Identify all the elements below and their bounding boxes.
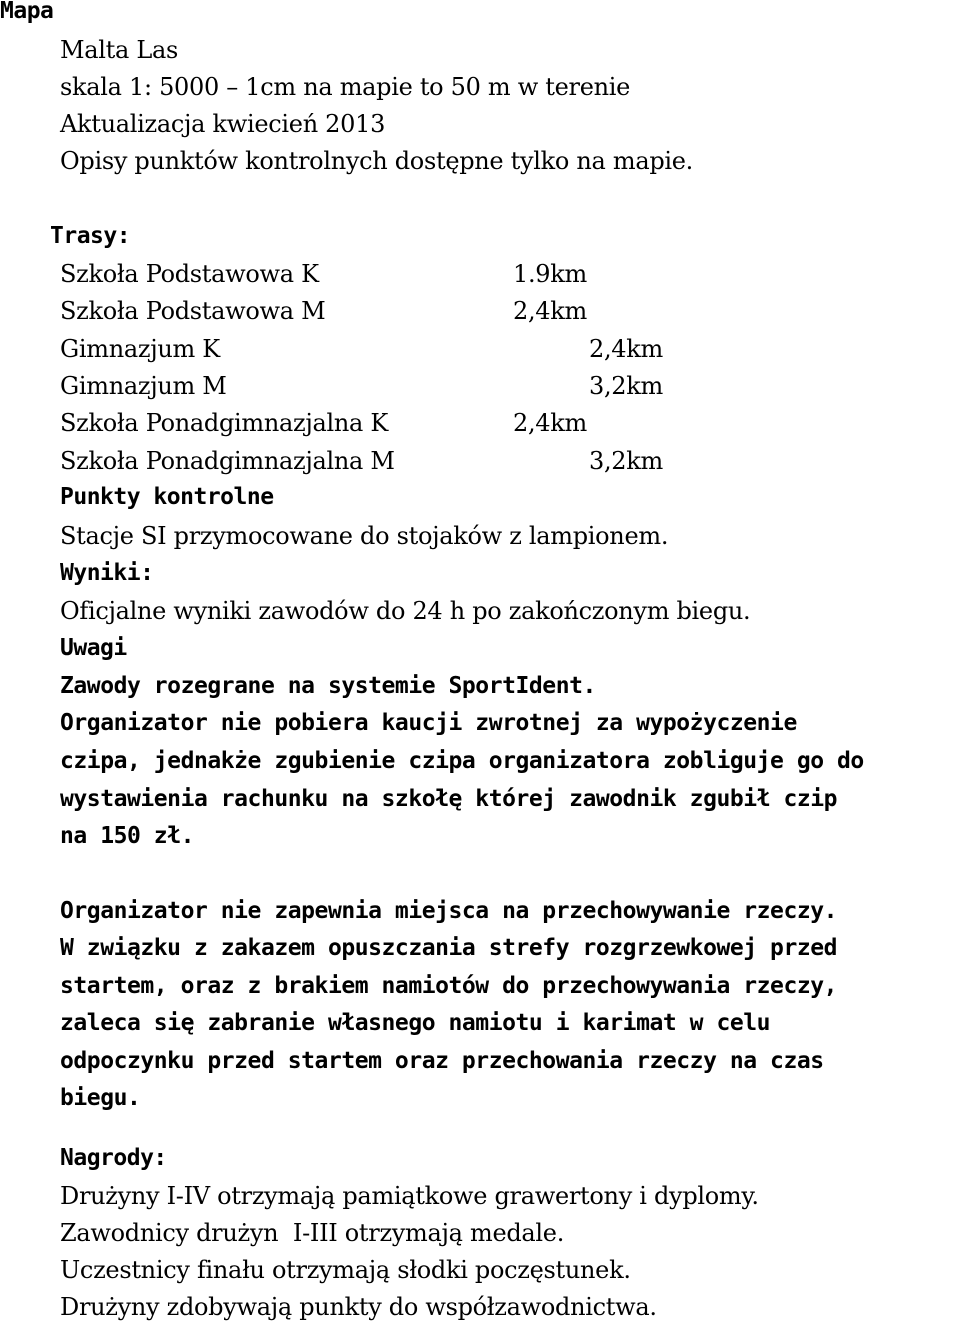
map-update: Aktualizacja kwiecień 2013: [60, 110, 386, 138]
notes-heading: Uwagi: [60, 635, 127, 661]
notes-line: czipa, jednakże zgubienie czipa organizatora zobliguje go do: [60, 748, 864, 774]
prizes-line: Drużyny zdobywają punkty do współzawodnictwa.: [60, 1293, 657, 1321]
route-distance: 2,4km: [513, 297, 587, 325]
notes-line: W związku z zakazem opuszczania strefy rozgrzewkowej przed: [60, 935, 838, 961]
checkpoints-heading: Punkty kontrolne: [60, 484, 274, 510]
prizes-line: Drużyny I-IV otrzymają pamiątkowe grawertony i dyplomy.: [60, 1182, 759, 1210]
route-distance: 1.9km: [513, 260, 587, 288]
map-name: Malta Las: [60, 36, 179, 64]
route-name: Szkoła Ponadgimnazjalna K: [60, 409, 389, 437]
results-text: Oficjalne wyniki zawodów do 24 h po zakończonym biegu.: [60, 597, 751, 625]
prizes-heading: Nagrody:: [60, 1145, 167, 1171]
route-name: Szkoła Ponadgimnazjalna M: [60, 447, 395, 475]
notes-line: zaleca się zabranie własnego namiotu i karimat w celu: [60, 1010, 771, 1036]
route-name: Gimnazjum M: [60, 372, 227, 400]
routes-heading: Trasy:: [50, 223, 131, 249]
notes-line: Organizator nie pobiera kaucji zwrotnej za wypożyczenie: [60, 710, 797, 736]
route-name: Szkoła Podstawowa M: [60, 297, 326, 325]
prizes-line: Uczestnicy finału otrzymają słodki poczęstunek.: [60, 1256, 631, 1284]
notes-line: Organizator nie zapewnia miejsca na przechowywanie rzeczy.: [60, 898, 838, 924]
route-distance: 3,2km: [589, 372, 663, 400]
route-name: Gimnazjum K: [60, 335, 220, 363]
notes-line: odpoczynku przed startem oraz przechowania rzeczy na czas: [60, 1048, 824, 1074]
notes-line: startem, oraz z brakiem namiotów do przechowywania rzeczy,: [60, 973, 838, 999]
map-scale: skala 1: 5000 – 1cm na mapie to 50 m w terenie: [60, 73, 631, 101]
route-distance: 2,4km: [589, 335, 663, 363]
results-heading: Wyniki:: [60, 560, 154, 586]
notes-line: wystawienia rachunku na szkołę której zawodnik zgubił czip: [60, 786, 838, 812]
notes-line: biegu.: [60, 1085, 141, 1111]
notes-line: na 150 zł.: [60, 823, 194, 849]
map-description-note: Opisy punktów kontrolnych dostępne tylko na mapie.: [60, 147, 694, 175]
page-title: Mapa: [0, 0, 54, 24]
prizes-line: Zawodnicy drużyn I-III otrzymają medale.: [60, 1219, 565, 1247]
checkpoints-text: Stacje SI przymocowane do stojaków z lampionem.: [60, 522, 669, 550]
route-name: Szkoła Podstawowa K: [60, 260, 319, 288]
route-distance: 3,2km: [589, 447, 663, 475]
route-distance: 2,4km: [513, 409, 587, 437]
notes-line: Zawody rozegrane na systemie SportIdent.: [60, 673, 596, 699]
